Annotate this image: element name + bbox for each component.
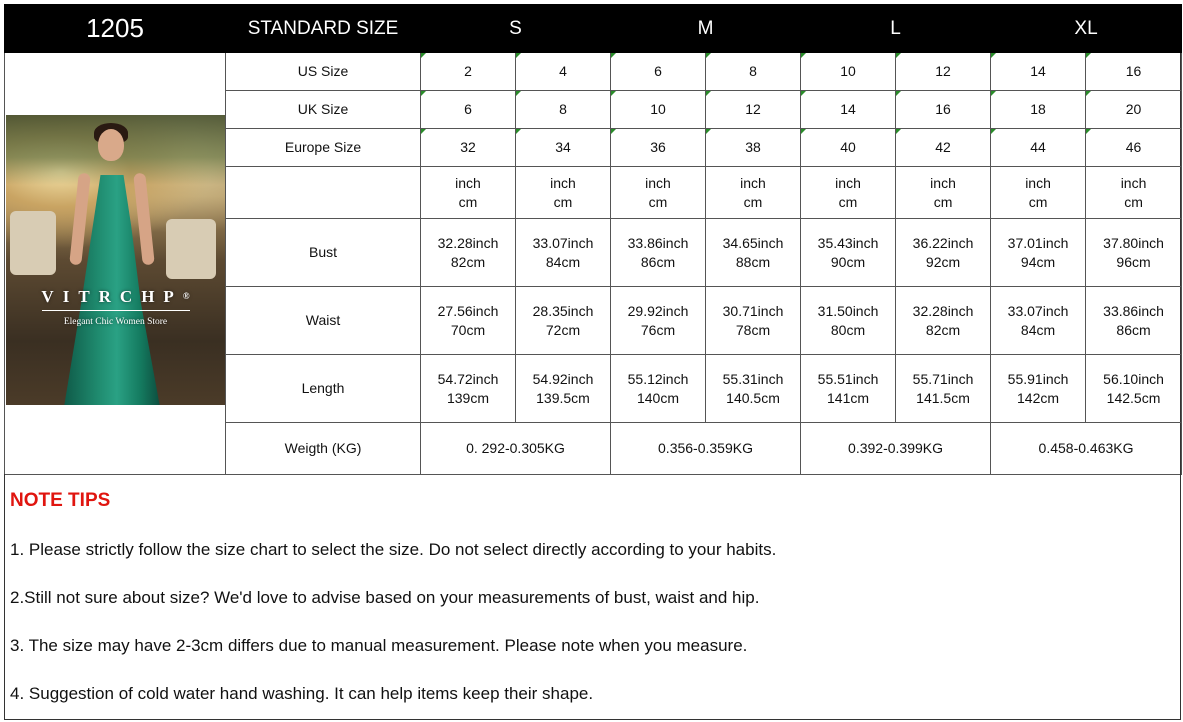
- cell-bust: 37.01inch 94cm: [991, 219, 1086, 287]
- size-l-header: L: [801, 5, 991, 53]
- cell-uk: 16: [896, 91, 991, 129]
- cell-us: 12: [896, 53, 991, 91]
- us-size-row: [5, 53, 1182, 91]
- cell-units: inch cm: [1086, 167, 1182, 219]
- cell-bust: 35.43inch 90cm: [801, 219, 896, 287]
- cell-bust: 33.07inch 84cm: [516, 219, 611, 287]
- note-tips-title: NOTE TIPS: [10, 490, 111, 511]
- cell-length: 54.72inch 139cm: [421, 355, 516, 423]
- cell-uk: 6: [421, 91, 516, 129]
- row-label-bust: Bust: [226, 219, 421, 287]
- cell-units: inch cm: [421, 167, 516, 219]
- cell-waist: 30.71inch 78cm: [706, 287, 801, 355]
- cell-eu: 42: [896, 129, 991, 167]
- cell-units: inch cm: [516, 167, 611, 219]
- cell-us: 8: [706, 53, 801, 91]
- size-chart-table: [4, 4, 1182, 475]
- cell-uk: 10: [611, 91, 706, 129]
- cell-waist: 33.86inch 86cm: [1086, 287, 1182, 355]
- cell-length: 55.71inch 141.5cm: [896, 355, 991, 423]
- cell-weight: 0.458-0.463KG: [991, 423, 1182, 475]
- cell-uk: 14: [801, 91, 896, 129]
- cell-waist: 33.07inch 84cm: [991, 287, 1086, 355]
- row-label-uk: UK Size: [226, 91, 421, 129]
- cell-length: 56.10inch 142.5cm: [1086, 355, 1182, 423]
- note-item: 1. Please strictly follow the size chart to select the size. Do not select directly according to your habits.: [10, 540, 777, 559]
- cell-uk: 20: [1086, 91, 1182, 129]
- product-photo: [6, 115, 225, 405]
- cell-uk: 18: [991, 91, 1086, 129]
- cell-waist: 29.92inch 76cm: [611, 287, 706, 355]
- cell-units: inch cm: [896, 167, 991, 219]
- product-code: 1205: [5, 5, 226, 53]
- cell-us: 16: [1086, 53, 1182, 91]
- row-label-waist: Waist: [226, 287, 421, 355]
- cell-length: 55.31inch 140.5cm: [706, 355, 801, 423]
- cell-length: 55.91inch 142cm: [991, 355, 1086, 423]
- cell-us: 14: [991, 53, 1086, 91]
- row-label-empty: [226, 167, 421, 219]
- cell-length: 55.12inch 140cm: [611, 355, 706, 423]
- brand-watermark: VITRCHP®: [41, 287, 190, 306]
- size-s-header: S: [421, 5, 611, 53]
- cell-us: 6: [611, 53, 706, 91]
- cell-bust: 36.22inch 92cm: [896, 219, 991, 287]
- size-xl-header: XL: [991, 5, 1182, 53]
- note-item: 4. Suggestion of cold water hand washing. It can help items keep their shape.: [10, 684, 594, 703]
- cell-bust: 32.28inch 82cm: [421, 219, 516, 287]
- cell-eu: 40: [801, 129, 896, 167]
- cell-units: inch cm: [611, 167, 706, 219]
- cell-eu: 36: [611, 129, 706, 167]
- cell-eu: 32: [421, 129, 516, 167]
- cell-waist: 28.35inch 72cm: [516, 287, 611, 355]
- cell-uk: 8: [516, 91, 611, 129]
- cell-us: 4: [516, 53, 611, 91]
- cell-weight: 0.356-0.359KG: [611, 423, 801, 475]
- row-label-europe: Europe Size: [226, 129, 421, 167]
- header-row: [5, 5, 1182, 53]
- cell-uk: 12: [706, 91, 801, 129]
- cell-units: inch cm: [801, 167, 896, 219]
- cell-bust: 33.86inch 86cm: [611, 219, 706, 287]
- cell-bust: 37.80inch 96cm: [1086, 219, 1182, 287]
- cell-us: 2: [421, 53, 516, 91]
- cell-length: 54.92inch 139.5cm: [516, 355, 611, 423]
- cell-eu: 34: [516, 129, 611, 167]
- cell-length: 55.51inch 141cm: [801, 355, 896, 423]
- standard-size-label: STANDARD SIZE: [226, 5, 421, 53]
- brand-tagline: Elegant Chic Women Store: [63, 317, 168, 327]
- cell-eu: 38: [706, 129, 801, 167]
- product-photo-cell: [5, 53, 226, 475]
- cell-units: inch cm: [991, 167, 1086, 219]
- cell-bust: 34.65inch 88cm: [706, 219, 801, 287]
- cell-weight: 0.392-0.399KG: [801, 423, 991, 475]
- cell-waist: 27.56inch 70cm: [421, 287, 516, 355]
- row-label-us: US Size: [226, 53, 421, 91]
- cell-eu: 44: [991, 129, 1086, 167]
- cell-us: 10: [801, 53, 896, 91]
- cell-weight: 0. 292-0.305KG: [421, 423, 611, 475]
- size-m-header: M: [611, 5, 801, 53]
- cell-waist: 32.28inch 82cm: [896, 287, 991, 355]
- note-item: 3. The size may have 2-3cm differs due to manual measurement. Please note when you measure.: [10, 636, 748, 655]
- note-item: 2.Still not sure about size? We'd love to advise based on your measurements of bust, waist and hip.: [10, 588, 760, 607]
- cell-units: inch cm: [706, 167, 801, 219]
- note-tips-section: [4, 474, 1181, 720]
- cell-eu: 46: [1086, 129, 1182, 167]
- row-label-weight: Weigth (KG): [226, 423, 421, 475]
- row-label-length: Length: [226, 355, 421, 423]
- cell-waist: 31.50inch 80cm: [801, 287, 896, 355]
